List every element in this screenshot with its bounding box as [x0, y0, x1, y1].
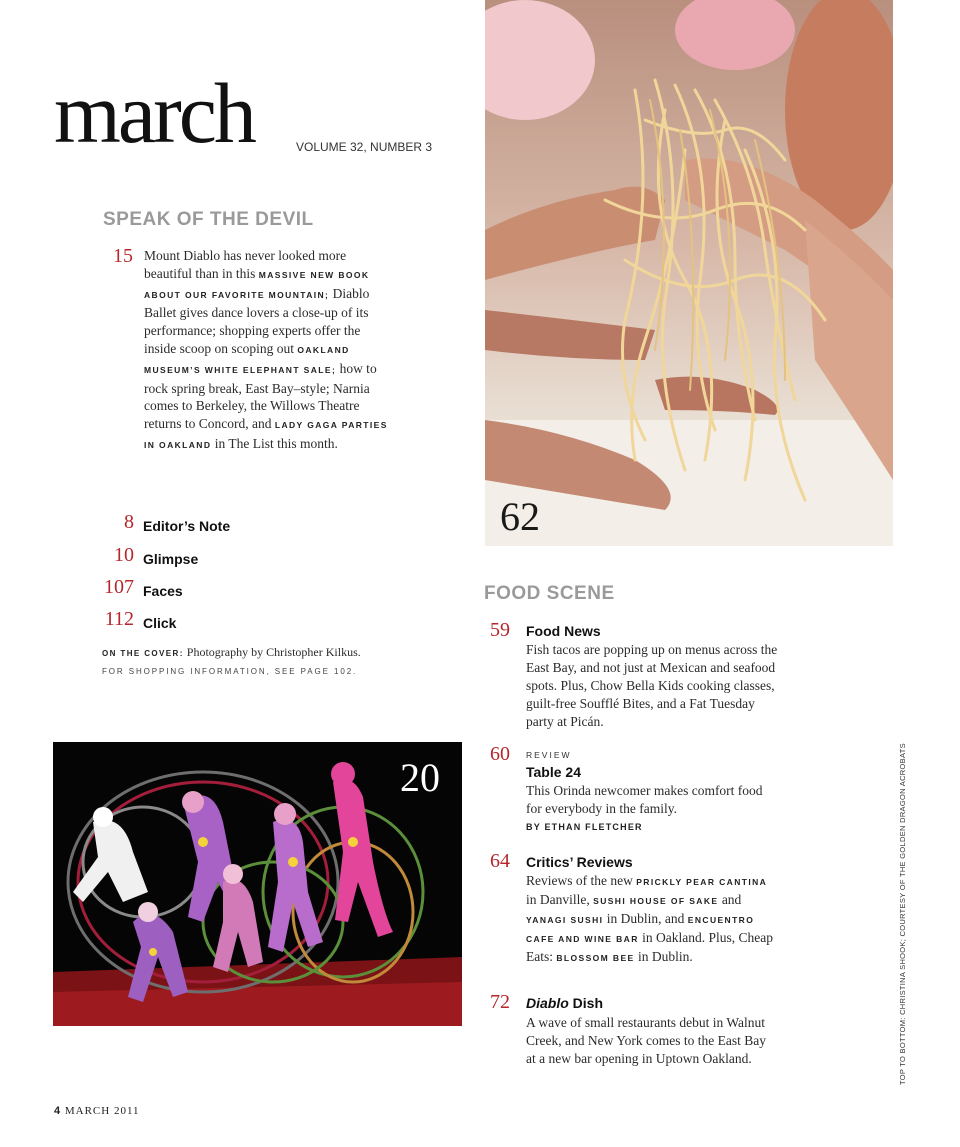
dept-item-glimpse[interactable]	[96, 545, 336, 571]
dish-page: 72	[490, 991, 510, 1013]
dept-page-number: 10	[114, 544, 134, 566]
review-label: Table 24	[526, 764, 581, 780]
review-page: 60	[490, 743, 510, 765]
review-desc: This Orinda newcomer makes comfort food for everybody in the family.	[526, 783, 763, 816]
dept-page-number: 107	[104, 576, 134, 598]
speak-description: Mount Diablo has never looked more beautiful than in this MASSIVE NEW BOOK ABOUT OUR FAVORITE MOUNTAIN; Diablo Ballet gives dance lovers a close-up of its performance; shopping experts offer the inside scoop on scoping out OAKLAND MUSEUM’S WHITE ELEPHANT SALE; how to rock spring break, East Bay–style; Narnia comes to Berkeley, the Willows Theatre returns to Concord, and LADY GAGA PARTIES IN OAKLAND in The List this month.	[144, 248, 388, 451]
masthead	[54, 65, 474, 170]
speak-page-number[interactable]: 15	[113, 245, 133, 267]
page-folio: 4 MARCH 2011	[54, 1105, 140, 1117]
food-news-desc: Fish tacos are popping up on menus across the East Bay, and not just at Mexican and seafood spots. Plus, Chow Bella Kids cooking classes, guilt-free Soufflé Bites, and a Fat Tuesday party at Picán.	[526, 642, 778, 729]
food-news-label: Food News	[526, 623, 601, 639]
photo-credit: TOP TO BOTTOM: CHRISTINA SHOOK; COURTESY OF THE GOLDEN DRAGON ACROBATS	[898, 743, 907, 1085]
dept-label: Editor’s Note	[143, 518, 231, 534]
pasta-page-number: 62	[500, 494, 540, 539]
dept-page-number: 8	[124, 511, 134, 533]
dept-label: Faces	[143, 583, 183, 599]
cover-credit: ON THE COVER: Photography by Christopher Kilkus.	[102, 645, 361, 659]
critics-page: 64	[490, 850, 510, 872]
critics-label: Critics’ Reviews	[526, 854, 633, 870]
shopping-info: FOR SHOPPING INFORMATION, SEE PAGE 102.	[102, 667, 358, 676]
critics-desc: Reviews of the new PRICKLY PEAR CANTINA in Danville, SUSHI HOUSE OF SAKE and YANAGI SUSHI in Dublin, and ENCUENTRO CAFE AND WINE BAR in Oakland. Plus, Cheap Eats: BLOSSOM BEE in Dublin.	[526, 873, 773, 964]
acrobats-page-number: 20	[400, 755, 440, 800]
review-entry[interactable]	[490, 744, 780, 839]
dish-desc: A wave of small restaurants debut in Walnut Creek, and New York comes to the East Bay at a new bar opening in Uptown Oakland.	[526, 1015, 766, 1066]
volume-number: VOLUME 32, NUMBER 3	[296, 140, 433, 154]
dept-label: Click	[143, 615, 177, 631]
dept-item-click[interactable]	[96, 609, 336, 635]
review-byline: BY ETHAN FLETCHER	[526, 822, 643, 832]
dish-label: Diablo Dish	[526, 995, 604, 1011]
speak-heading: SPEAK OF THE DEVIL	[103, 209, 314, 230]
critics-reviews-entry[interactable]	[490, 851, 780, 981]
food-news-entry[interactable]	[490, 620, 780, 735]
diablo-dish-entry[interactable]	[490, 992, 780, 1072]
dept-item-editors-note[interactable]	[96, 512, 336, 538]
food-scene-heading: FOOD SCENE	[484, 583, 615, 604]
month-title: march	[54, 65, 254, 161]
review-kicker: REVIEW	[526, 750, 572, 760]
dept-label: Glimpse	[143, 551, 199, 567]
dept-page-number: 112	[104, 608, 134, 630]
pasta-photo-art	[485, 0, 893, 546]
food-news-page: 59	[490, 619, 510, 641]
pasta-photo[interactable]	[485, 0, 893, 546]
dept-item-faces[interactable]	[96, 577, 336, 603]
acrobats-photo[interactable]	[53, 742, 462, 1026]
